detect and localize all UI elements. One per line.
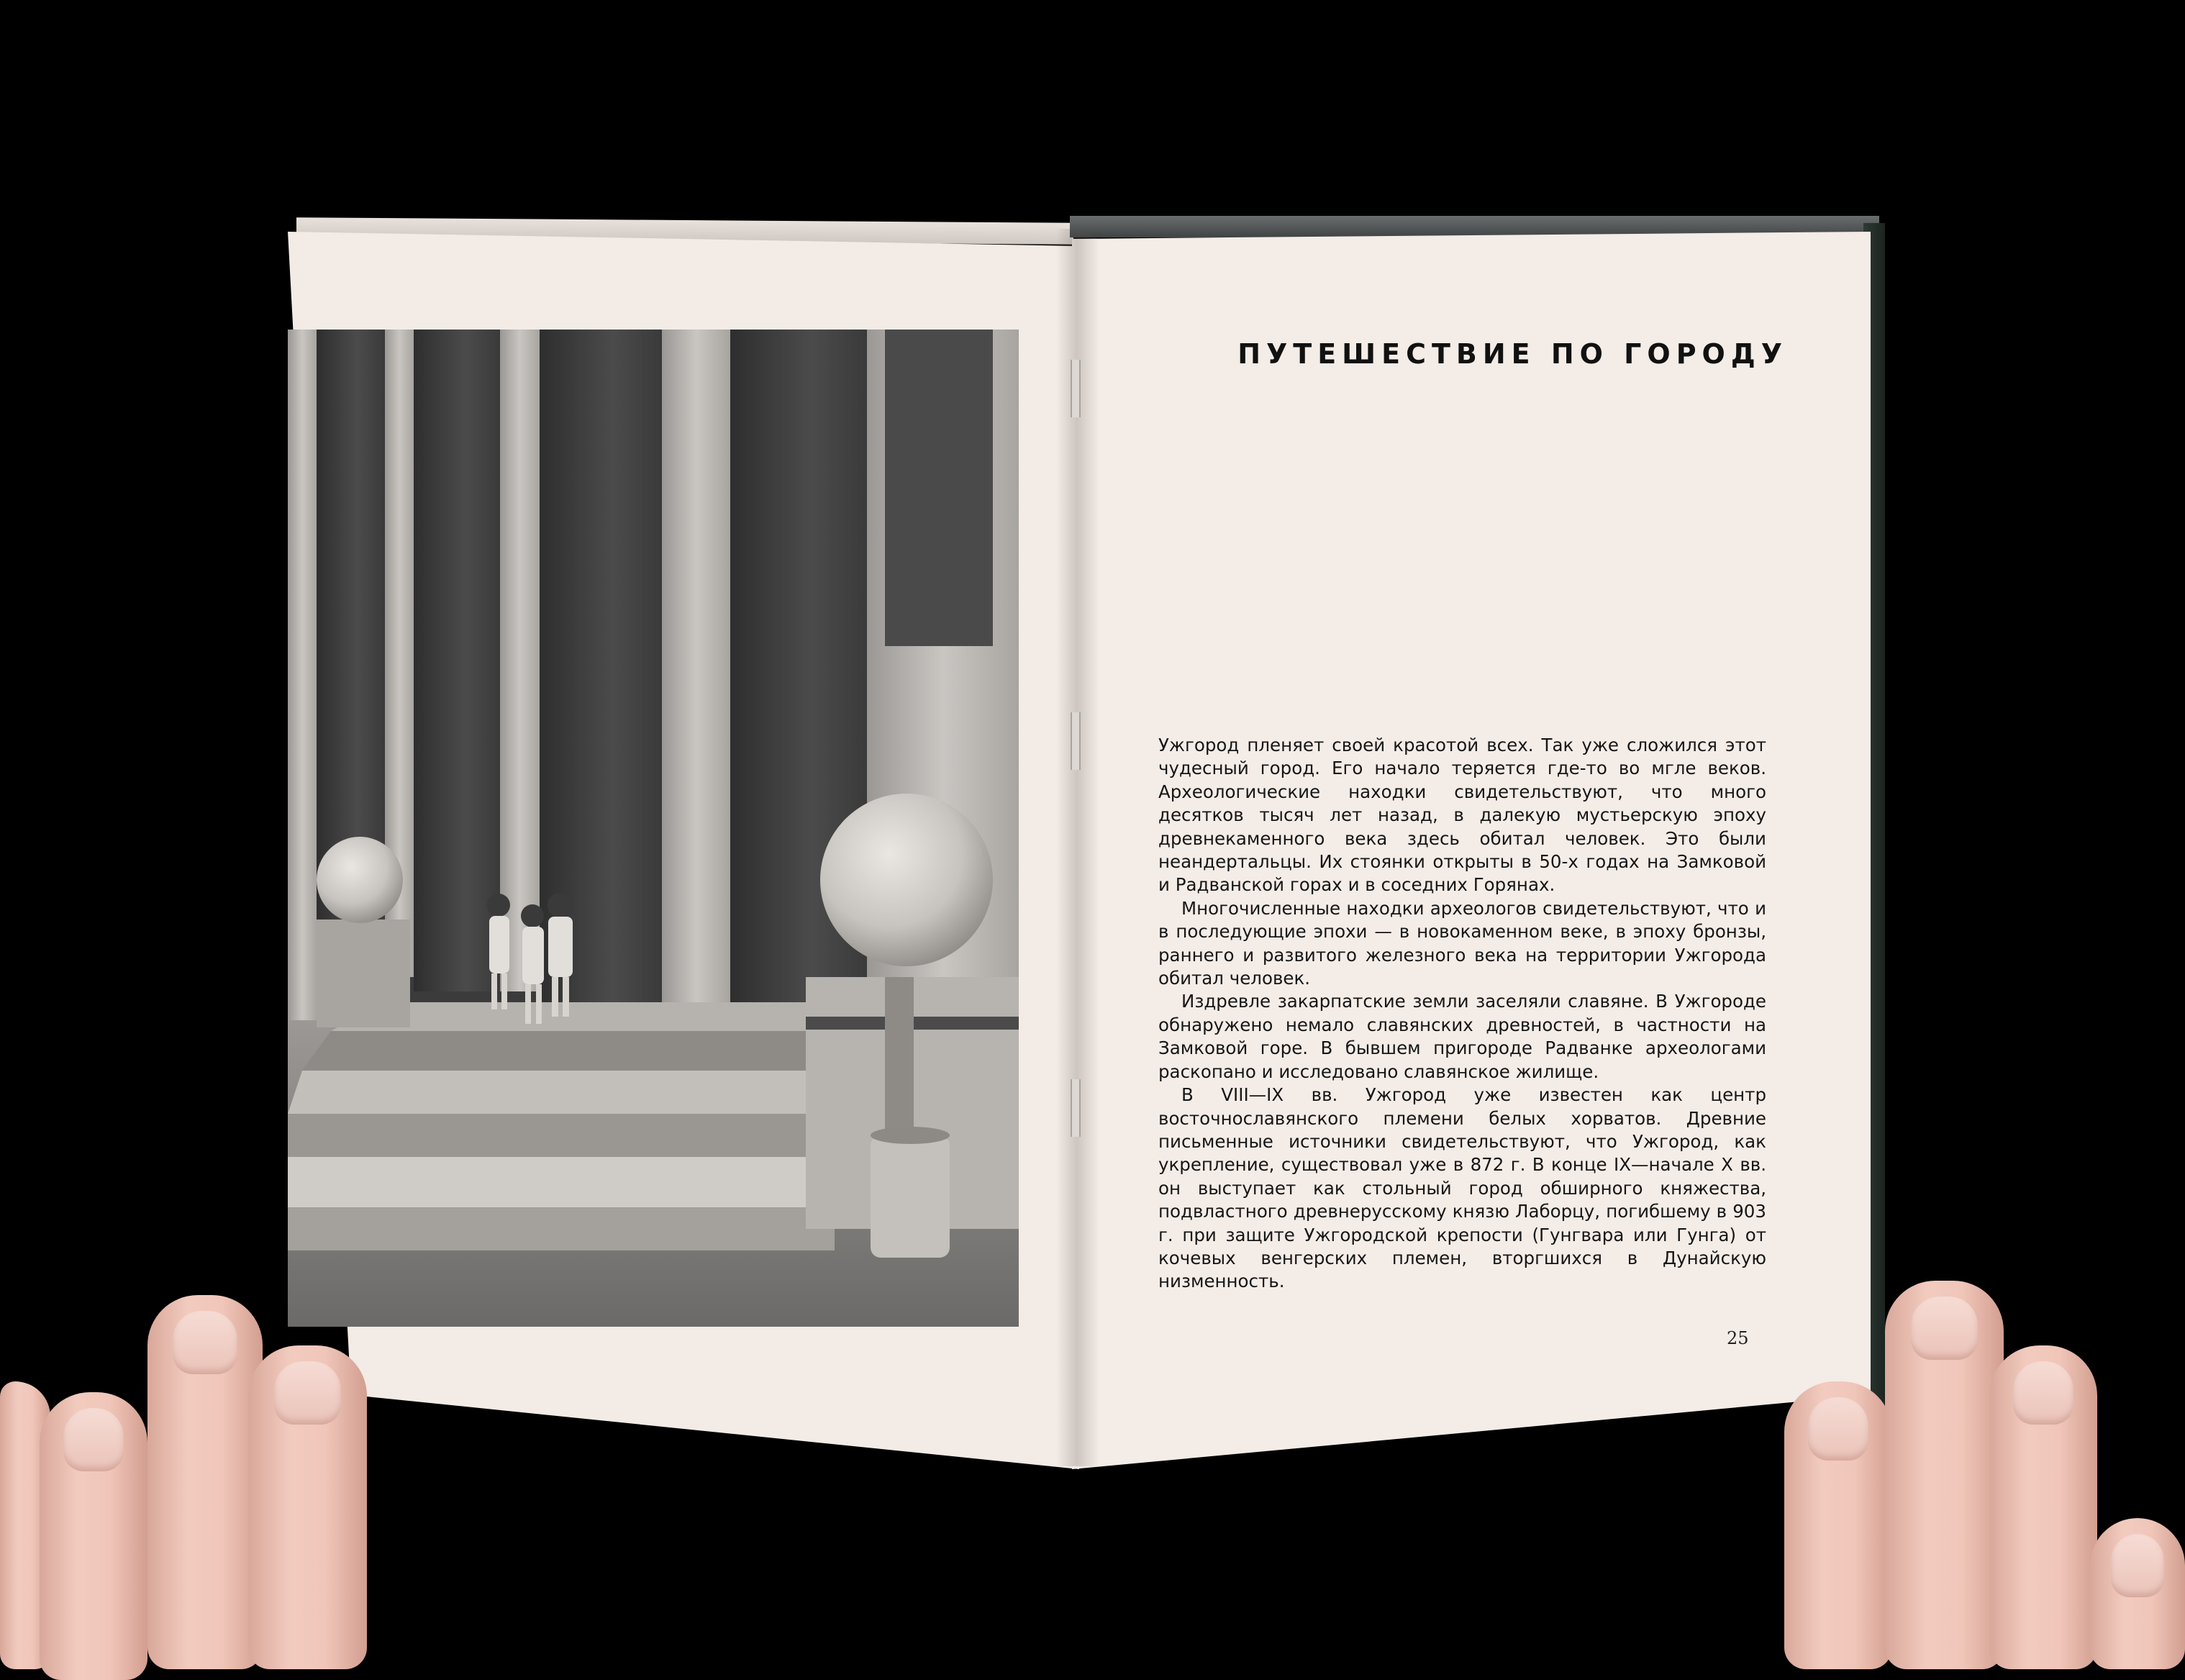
finger <box>1784 1381 1892 1669</box>
finger <box>248 1345 367 1669</box>
paragraph: Многочисленные находки археологов свидетельствуют, что и в последующие эпохи — в новокаменном веке, в эпоху бронзы, раннего и развитого железного века на территории Ужгорода обитал человек. <box>1158 897 1766 989</box>
finger <box>1989 1345 2097 1669</box>
finger <box>40 1392 147 1680</box>
finger <box>1885 1281 2004 1669</box>
fingernail <box>2111 1534 2164 1597</box>
fingernail <box>63 1408 124 1471</box>
finger <box>147 1295 263 1669</box>
paragraph: В VIII—IX вв. Ужгород уже известен как центр восточнославянского племени белых хорватов. Древние письменные источники свидетельствуют, что Ужгород, как укрепление, существовал уже в 872 г. В конце IX—начале X вв. он выступает как стольный город обширного княжества, подвластного древнерусскому князю Лаборцу, погибшему в 903 г. при защите Ужгородской крепости (Гунгвара или Гунга) от кочевых венгерских племен, вторгшихся в Дунайскую низменность. <box>1158 1084 1766 1292</box>
fingernail <box>1808 1397 1868 1461</box>
book-photograph <box>288 330 1019 1327</box>
fingernail <box>274 1361 340 1425</box>
paragraph: Издревле закарпатские земли заселяли славяне. В Ужгороде обнаружено немало славянских древностей, в частности на Замковой горе. В бывшем пригороде Радванке археологами раскопано и исследовано славянское жилище. <box>1158 991 1766 1082</box>
fingernail <box>2013 1361 2073 1425</box>
staple <box>1071 1079 1081 1137</box>
fingernail <box>1911 1297 1977 1360</box>
finger <box>2090 1518 2185 1669</box>
body-text <box>1158 734 1766 1294</box>
fingernail <box>173 1311 237 1374</box>
staple <box>1071 360 1081 417</box>
chapter-title: ПУТЕШЕСТВИЕ ПО ГОРОДУ <box>1237 338 1788 370</box>
paragraph: Ужгород пленяет своей красотой всех. Так уже сложился этот чудесный город. Его начало теряется где-то во мгле веков. Археологические находки свидетельствуют, что много десятков тысяч лет назад, в далекую мустьерскую эпоху древнекаменного века здесь обитал человек. Это были неандертальцы. Их стоянки открыты в 50-х годах на Замковой и Радванской горах и в соседних Горянах. <box>1158 735 1766 896</box>
staple <box>1071 712 1081 770</box>
page-number: 25 <box>1727 1328 1749 1348</box>
